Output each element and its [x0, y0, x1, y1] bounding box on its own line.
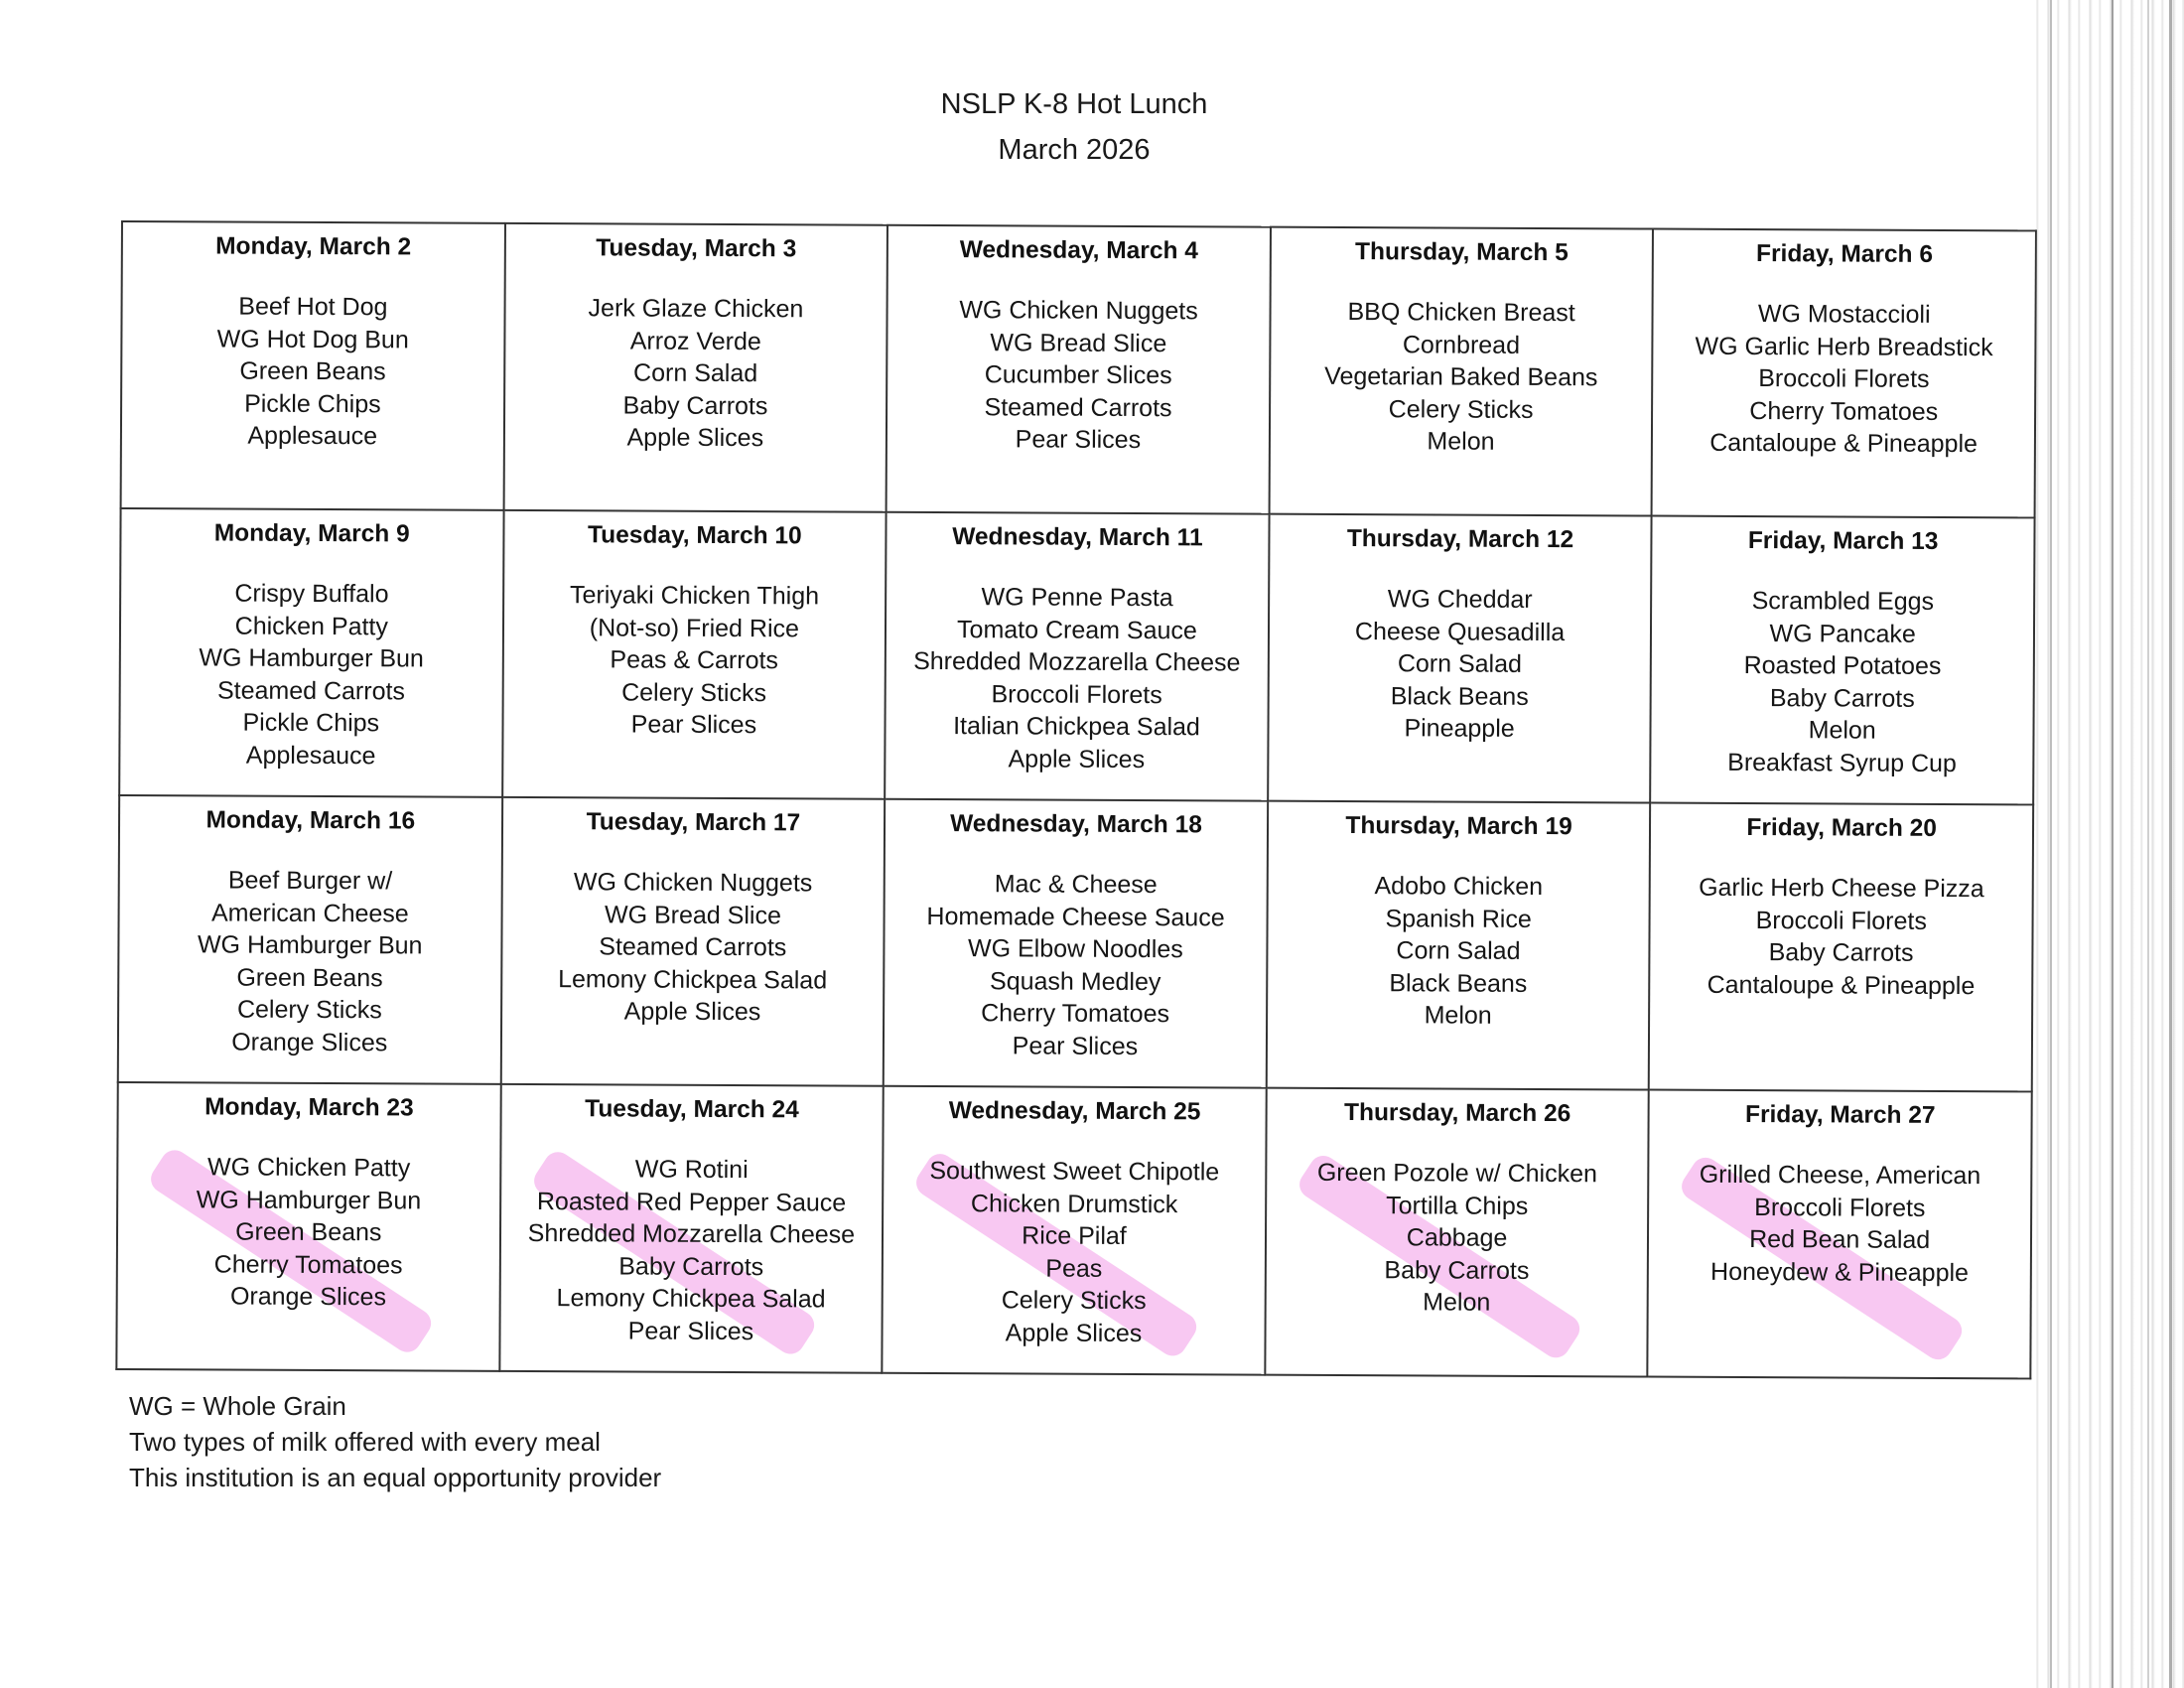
- menu-item: (Not-so) Fried Rice: [589, 613, 800, 642]
- menu-item: Pickle Chips: [244, 389, 381, 418]
- menu-item-list: [887, 294, 1269, 457]
- menu-item: Chicken Patty: [234, 612, 388, 640]
- menu-item: Broccoli Florets: [1754, 1193, 1926, 1222]
- menu-item: Roasted Red Pepper Sauce: [536, 1187, 847, 1217]
- menu-item: Apple Slices: [1005, 1318, 1143, 1347]
- menu-item: American Cheese: [210, 898, 409, 927]
- menu-item: WG Hamburger Bun: [197, 930, 423, 960]
- day-label: Tuesday, March 10: [587, 521, 802, 550]
- day-cell: [500, 797, 885, 1086]
- menu-item: Baby Carrots: [1384, 1255, 1530, 1285]
- day-label: Monday, March 23: [205, 1093, 414, 1122]
- menu-item: Mac & Cheese: [994, 870, 1158, 900]
- menu-item: Lemony Chickpea Salad: [556, 1284, 826, 1314]
- page-title: NSLP K-8 Hot Lunch: [940, 88, 1208, 120]
- menu-item: Pear Slices: [627, 1317, 754, 1345]
- day-label: Friday, March 20: [1746, 814, 1938, 842]
- menu-item: Adobo Chicken: [1374, 872, 1544, 902]
- menu-item: Corn Salad: [633, 358, 758, 388]
- menu-item: Baby Carrots: [618, 1251, 764, 1281]
- menu-item: WG Rotini: [634, 1155, 749, 1185]
- menu-item: Apple Slices: [1008, 744, 1146, 774]
- menu-item-list: [122, 290, 503, 453]
- day-label: Monday, March 2: [215, 232, 412, 261]
- day-cell: [502, 510, 887, 799]
- menu-item-list: [503, 579, 885, 742]
- menu-item: Celery Sticks: [1388, 394, 1534, 424]
- day-label: Tuesday, March 17: [586, 808, 801, 837]
- menu-item: Italian Chickpea Salad: [953, 712, 1200, 742]
- day-label: Monday, March 9: [213, 519, 410, 548]
- menu-item: WG Mostaccioli: [1757, 300, 1931, 329]
- day-label: Thursday, March 26: [1343, 1099, 1571, 1128]
- menu-item: Corn Salad: [1397, 649, 1523, 678]
- menu-item: WG Penne Pasta: [981, 583, 1173, 613]
- menu-item: Beef Burger w/: [227, 866, 393, 896]
- menu-item: Apple Slices: [626, 423, 764, 453]
- menu-item: Celery Sticks: [236, 995, 382, 1025]
- day-cell: [1649, 803, 2033, 1092]
- day-cell: [119, 508, 503, 797]
- menu-item: Honeydew & Pineapple: [1710, 1257, 1970, 1287]
- day-cell: [118, 795, 502, 1084]
- day-label: Thursday, March 5: [1355, 238, 1569, 267]
- week-row: [116, 1082, 2031, 1378]
- day-cell: [887, 225, 1271, 514]
- menu-item: WG Bread Slice: [604, 900, 781, 929]
- menu-item: BBQ Chicken Breast: [1347, 298, 1575, 328]
- day-label: Friday, March 13: [1747, 527, 1939, 555]
- footer-line: WG = Whole Grain: [129, 1391, 346, 1421]
- menu-item-list: [884, 1155, 1266, 1350]
- day-label: Wednesday, March 11: [952, 523, 1203, 552]
- menu-item: Chicken Drumstick: [970, 1189, 1178, 1218]
- day-cell: [1652, 229, 2036, 518]
- day-label: Thursday, March 19: [1345, 812, 1572, 841]
- menu-item: Applesauce: [247, 421, 378, 451]
- day-cell: [1651, 516, 2035, 805]
- day-cell: [1267, 801, 1651, 1090]
- week-row: [119, 508, 2034, 804]
- menu-item: Orange Slices: [229, 1282, 387, 1312]
- menu-item: Breakfast Syrup Cup: [1727, 748, 1957, 777]
- menu-item: Lemony Chickpea Salad: [558, 964, 828, 994]
- menu-item: Red Bean Salad: [1749, 1225, 1931, 1254]
- menu-item: Cherry Tomatoes: [213, 1249, 403, 1279]
- menu-item: Black Beans: [1389, 968, 1528, 998]
- menu-item: Green Beans: [235, 1217, 382, 1247]
- menu-item-list: [1266, 1157, 1647, 1320]
- day-label: Friday, March 27: [1744, 1101, 1936, 1129]
- day-label: Wednesday, March 25: [948, 1097, 1201, 1126]
- menu-item: Apple Slices: [623, 997, 761, 1027]
- menu-item: Melon: [1808, 716, 1876, 745]
- menu-item: Scrambled Eggs: [1751, 587, 1935, 616]
- day-cell: [885, 512, 1269, 801]
- menu-item: WG Elbow Noodles: [967, 934, 1183, 964]
- menu-item: Broccoli Florets: [1758, 364, 1930, 393]
- menu-item: Orange Slices: [231, 1028, 388, 1056]
- menu-item-list: [1271, 296, 1652, 459]
- menu-item: Cantaloupe & Pineapple: [1709, 428, 1979, 459]
- day-label: Friday, March 6: [1756, 240, 1934, 268]
- menu-item: Celery Sticks: [621, 677, 767, 707]
- menu-item: Cheese Quesadilla: [1354, 617, 1566, 646]
- page-header: [0, 81, 2148, 173]
- day-label: Tuesday, March 3: [596, 234, 797, 263]
- menu-item: Teriyaki Chicken Thigh: [569, 581, 820, 611]
- menu-item: Baby Carrots: [622, 390, 768, 420]
- menu-item-list: [1651, 872, 2032, 1003]
- menu-item: Garlic Herb Cheese Pizza: [1699, 873, 1984, 904]
- day-cell: [503, 223, 887, 512]
- menu-item: Tortilla Chips: [1386, 1191, 1529, 1220]
- week-row: [118, 795, 2033, 1091]
- menu-item: Arroz Verde: [629, 327, 761, 355]
- menu-item: Melon: [1424, 1001, 1492, 1030]
- menu-item: Southwest Sweet Chipotle: [929, 1156, 1220, 1187]
- menu-item: Rice Pilaf: [1022, 1221, 1127, 1250]
- menu-item: Vegetarian Baked Beans: [1324, 361, 1598, 392]
- menu-item: Shredded Mozzarella Cheese: [527, 1219, 856, 1249]
- menu-item-list: [1653, 298, 2034, 461]
- menu-item-list: [119, 864, 501, 1059]
- menu-item-list: [1649, 1159, 2030, 1290]
- menu-item: Black Beans: [1390, 681, 1529, 711]
- menu-item-list: [504, 292, 886, 455]
- menu-item: Pear Slices: [630, 710, 757, 740]
- menu-item: Celery Sticks: [1001, 1286, 1147, 1316]
- day-cell: [1269, 227, 1653, 516]
- menu-item: Baby Carrots: [1769, 683, 1915, 713]
- menu-item: WG Pancake: [1769, 619, 1916, 648]
- day-cell: [116, 1082, 500, 1371]
- menu-item: Squash Medley: [990, 966, 1161, 996]
- day-cell: [1265, 1088, 1649, 1377]
- menu-item: Pineapple: [1404, 714, 1515, 743]
- lunch-menu-calendar: [115, 220, 2037, 1379]
- day-cell: [883, 1086, 1267, 1375]
- menu-item: Green Beans: [239, 356, 386, 386]
- menu-item: Tomato Cream Sauce: [957, 615, 1197, 644]
- menu-item: Pear Slices: [1015, 425, 1142, 455]
- menu-item-list: [886, 581, 1268, 776]
- menu-item-list: [120, 577, 502, 773]
- menu-item-list: [1268, 870, 1649, 1033]
- menu-item: Spanish Rice: [1385, 904, 1532, 933]
- menu-item-list: [1269, 583, 1650, 746]
- menu-item: Cantaloupe & Pineapple: [1706, 970, 1976, 1000]
- menu-item-list: [885, 868, 1267, 1063]
- menu-item: Steamed Carrots: [599, 932, 787, 962]
- page-subtitle: March 2026: [998, 134, 1151, 166]
- day-cell: [1648, 1090, 2032, 1379]
- day-cell: [499, 1084, 884, 1373]
- menu-item: Homemade Cheese Sauce: [926, 902, 1225, 931]
- menu-item: WG Hot Dog Bun: [216, 324, 409, 353]
- menu-item: WG Chicken Patty: [206, 1153, 411, 1183]
- menu-item-list: [118, 1151, 499, 1314]
- footer-line: Two types of milk offered with every meal: [129, 1427, 601, 1457]
- menu-item: Peas: [1045, 1254, 1103, 1283]
- menu-item: WG Garlic Herb Breadstick: [1695, 332, 1993, 361]
- menu-item: Broccoli Florets: [1755, 906, 1927, 935]
- day-label: Monday, March 16: [205, 806, 416, 835]
- menu-item: WG Chicken Nuggets: [959, 296, 1198, 326]
- menu-item: Crispy Buffalo: [234, 579, 389, 609]
- day-label: Thursday, March 12: [1346, 525, 1574, 554]
- menu-item: WG Hamburger Bun: [196, 1185, 422, 1214]
- scan-edge-artifact: [2030, 0, 2184, 1688]
- menu-item: WG Cheddar: [1387, 585, 1533, 614]
- menu-item: Cornbread: [1402, 330, 1521, 359]
- menu-item: WG Hamburger Bun: [199, 643, 424, 673]
- menu-item: Pear Slices: [1012, 1031, 1139, 1060]
- menu-item: Roasted Potatoes: [1743, 650, 1942, 680]
- menu-item: WG Bread Slice: [990, 328, 1167, 357]
- menu-item: Cabbage: [1406, 1223, 1508, 1252]
- menu-item: Shredded Mozzarella Cheese: [913, 646, 1241, 677]
- menu-item: Cherry Tomatoes: [1749, 396, 1939, 426]
- day-cell: [1268, 514, 1652, 803]
- menu-item: Green Beans: [236, 963, 383, 992]
- menu-item: Steamed Carrots: [984, 392, 1172, 422]
- week-row: [121, 221, 2036, 517]
- day-label: Wednesday, March 4: [959, 236, 1198, 265]
- menu-item-list: [500, 1153, 883, 1348]
- menu-item: Applesauce: [245, 741, 376, 770]
- menu-item: Green Pozole w/ Chicken: [1316, 1158, 1598, 1189]
- day-cell: [884, 799, 1268, 1088]
- menu-item: Pickle Chips: [242, 708, 380, 738]
- day-cell: [121, 221, 505, 510]
- day-label: Wednesday, March 18: [950, 810, 1202, 839]
- menu-item: Melon: [1427, 427, 1495, 456]
- menu-item-list: [502, 866, 884, 1029]
- menu-item: Beef Hot Dog: [238, 292, 388, 322]
- footer-notes: [129, 1388, 661, 1495]
- menu-item: Cherry Tomatoes: [981, 999, 1170, 1029]
- menu-item: Steamed Carrots: [216, 675, 406, 705]
- menu-item: Baby Carrots: [1768, 938, 1914, 967]
- day-label: Tuesday, March 24: [585, 1095, 799, 1124]
- menu-item: WG Chicken Nuggets: [573, 868, 813, 898]
- menu-item: Peas & Carrots: [610, 645, 779, 675]
- menu-item: Grilled Cheese, American: [1699, 1160, 1981, 1191]
- menu-item: Corn Salad: [1396, 936, 1521, 965]
- menu-item: Melon: [1423, 1288, 1491, 1317]
- footer-line: This institution is an equal opportunity provider: [129, 1463, 662, 1492]
- menu-item: Cucumber Slices: [984, 360, 1172, 390]
- menu-item-list: [1652, 585, 2034, 780]
- menu-item: Jerk Glaze Chicken: [588, 294, 804, 324]
- menu-item: Broccoli Florets: [991, 679, 1162, 709]
